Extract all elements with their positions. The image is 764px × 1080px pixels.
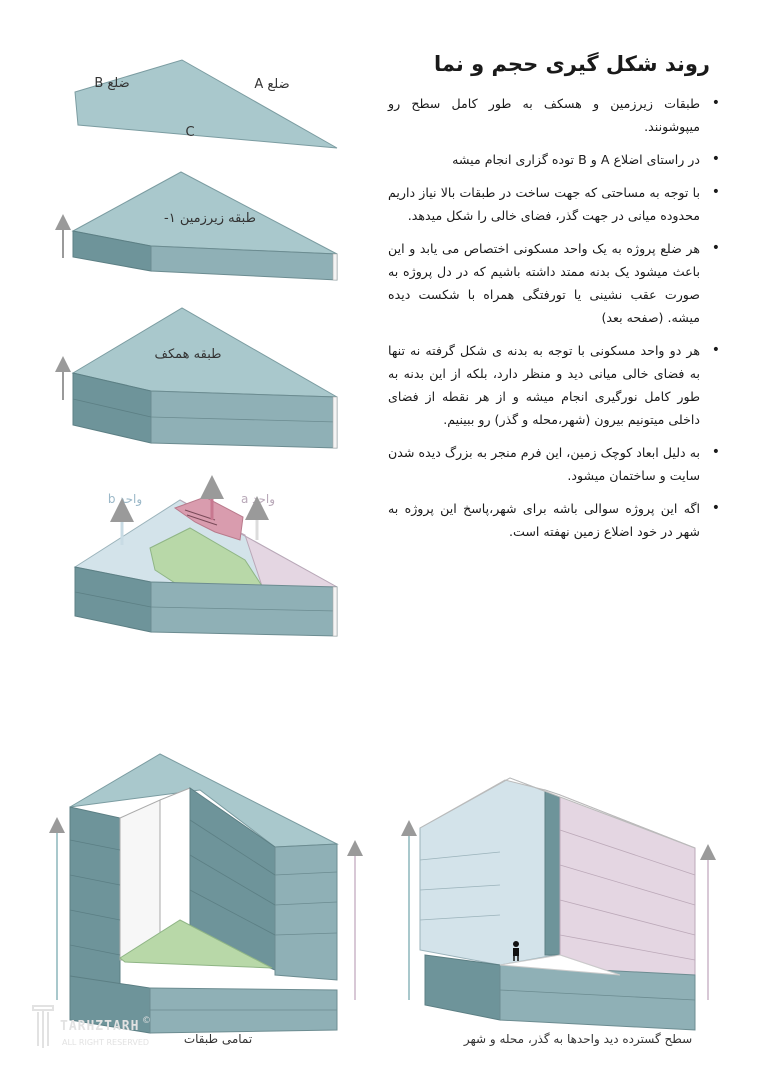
- units-layout: [75, 497, 337, 636]
- unit-b-label: واحد b: [107, 492, 143, 506]
- bullet-item: • طبقات زیرزمین و هسکف به طور کامل سطح رو میپوشونند.: [388, 92, 722, 138]
- unit-a-label: واحد a: [240, 492, 276, 506]
- ground-floor-slab: [73, 308, 337, 448]
- caption-all-floors: تمامی طبقات: [183, 1032, 253, 1046]
- watermark-logo: [33, 1006, 53, 1048]
- bullet-item: • اگه این پروژه سوالی باشه برای شهر،پاسخ این پروژه به شهر در خود اضلاع زمین نهفته است.: [388, 497, 722, 543]
- ground-floor-label: طبقه همکف: [154, 347, 222, 362]
- watermark-name: TARHZTARH: [60, 1019, 140, 1034]
- view-exposure-massing: [420, 778, 695, 1030]
- corner-c-label: C: [185, 125, 195, 140]
- site-plan-triangle: [75, 60, 337, 148]
- side-a-label: ضلع A: [254, 77, 290, 92]
- bullet-item: • به دلیل ابعاد کوچک زمین، این فرم منجر به بزرگ دیده شدن سایت و ساختمان میشود.: [388, 441, 722, 487]
- side-b-label: ضلع B: [94, 76, 130, 91]
- watermark-registered: ©: [142, 1016, 151, 1026]
- caption-view-exposure: سطح گسترده دید واحدها به گذر، محله و شهر: [463, 1032, 693, 1046]
- bullet-item: • هر ضلع پروژه به یک واحد مسکونی اختصاص می یابد و این باعث میشود یک بدنه ممتد داشته باشیم که در دل پروژه به صورت عقب نشینی یا تورفتگی همراه با شکست دیده میشه. (صفحه بعد): [388, 237, 722, 329]
- watermark-rights: ALL RIGHT RESERVED: [62, 1038, 150, 1047]
- bullet-list: [388, 92, 722, 553]
- basement-label: طبقه زیرزمین ۱-: [164, 211, 256, 226]
- bullet-item: • در راستای اضلاع A و B توده گزاری انجام میشه: [388, 148, 722, 171]
- page-title: روند شکل گیری حجم و نما: [433, 52, 710, 76]
- all-floors-massing: [70, 754, 337, 1033]
- bullet-item: • هر دو واحد مسکونی با توجه به بدنه ی شکل گرفته نه تنها به فضای خالی میانی دید و منظر دارد، بلکه از این بدنه به طور کامل نورگیری انجام میشه و از هر نقطه از فضای داخلی میتونیم بیرون (شهر،محله و گذر) رو ببینیم.: [388, 339, 722, 431]
- bullet-item: • با توجه به مساحتی که جهت ساخت در طبقات بالا نیاز داریم محدوده میانی در جهت گذر، فضای خالی را شکل میدهد.: [388, 181, 722, 227]
- basement-slab: [73, 172, 337, 280]
